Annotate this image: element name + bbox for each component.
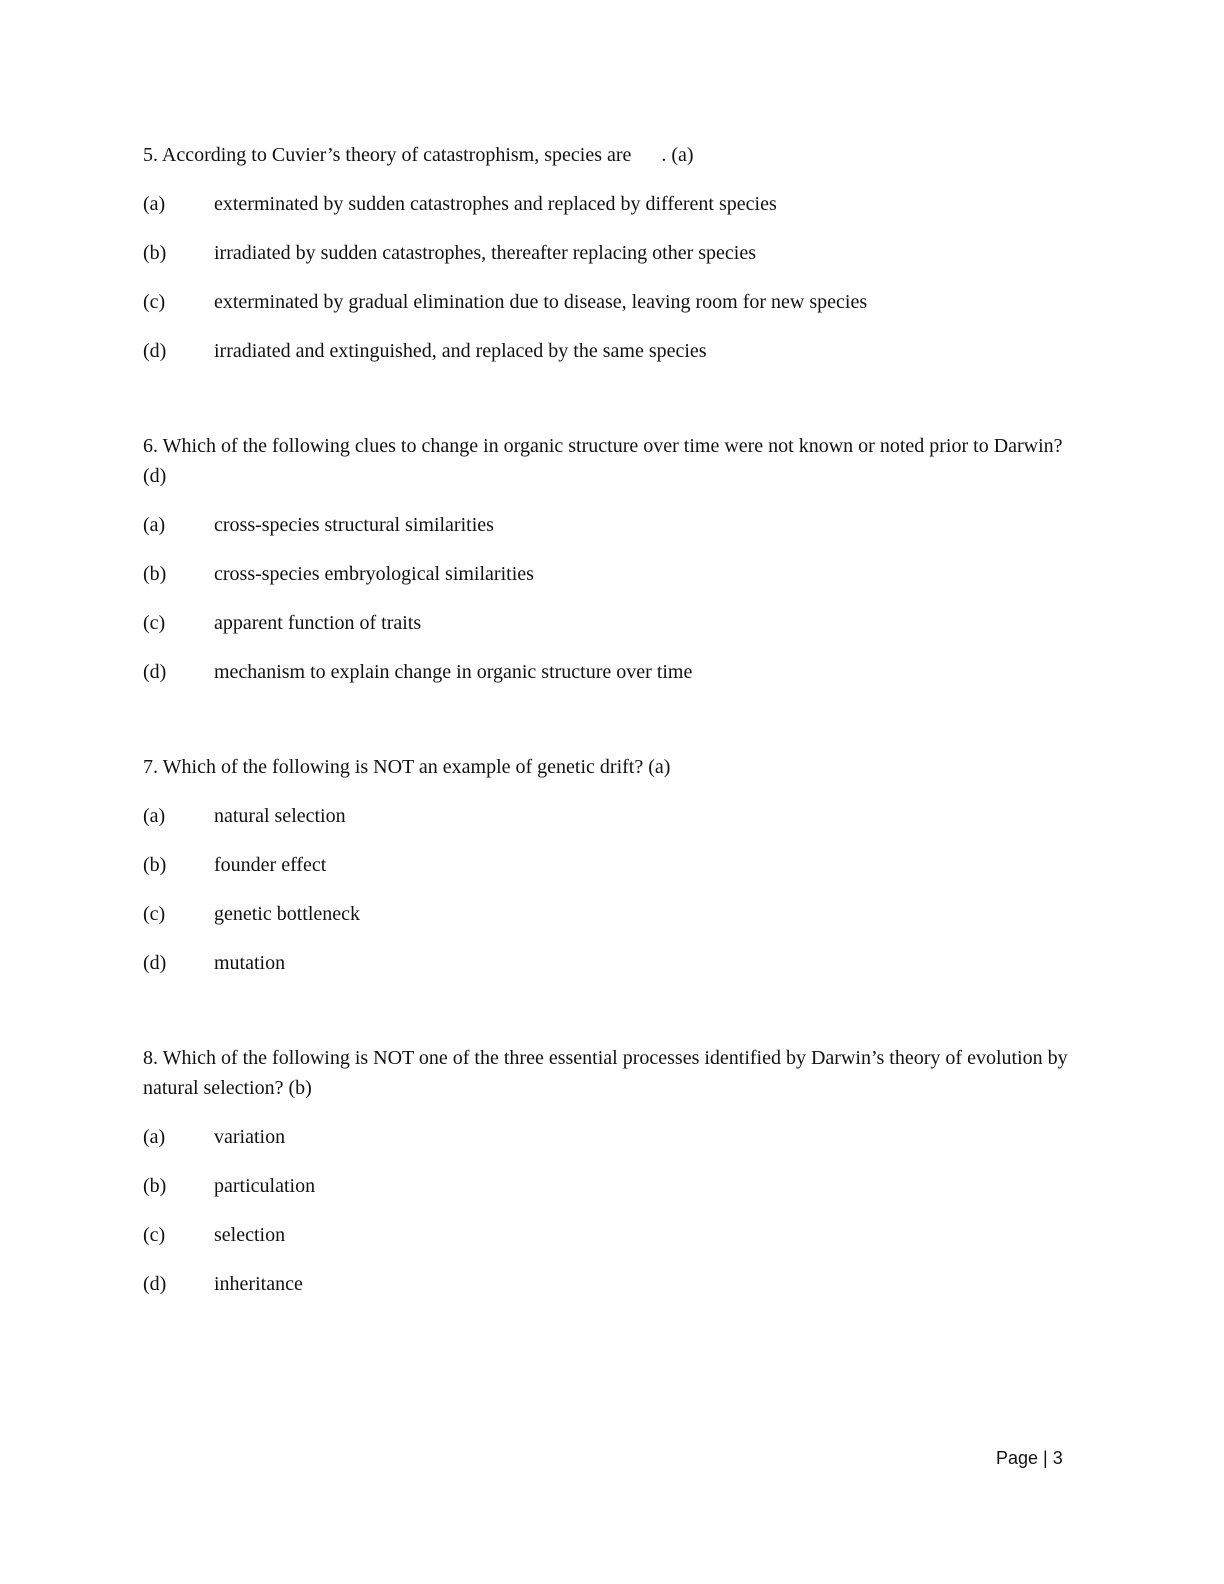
option-text: natural selection: [214, 805, 346, 827]
question-7: [143, 752, 1078, 978]
option-letter: (a): [143, 805, 166, 827]
question-6: [143, 431, 1078, 687]
option-text: variation: [214, 1126, 286, 1148]
question-5: [143, 140, 1078, 366]
answer-option: [143, 1220, 1078, 1250]
option-text: exterminated by gradual elimination due to disease, leaving room for new species: [214, 291, 868, 313]
option-letter: (b): [143, 854, 167, 876]
option-text: irradiated by sudden catastrophes, thereafter replacing other species: [214, 242, 756, 264]
answer-option: [143, 850, 1078, 880]
option-text: particulation: [214, 1175, 316, 1197]
option-text: selection: [214, 1224, 286, 1246]
question-stem: 6. Which of the following clues to change in organic structure over time were not known or noted prior to Darwin? (d): [143, 435, 1063, 487]
answer-option: [143, 1122, 1078, 1152]
answer-option: [143, 287, 1078, 317]
answer-option: [143, 238, 1078, 268]
page-number-footer: Page | 3: [996, 1448, 1063, 1468]
question-8: [143, 1043, 1078, 1299]
answer-option: [143, 510, 1078, 540]
option-text: founder effect: [214, 854, 327, 876]
option-letter: (c): [143, 291, 166, 313]
question-stem-start: 5. According to Cuvier’s theory of catastrophism, species are: [143, 144, 632, 166]
option-text: inheritance: [214, 1273, 303, 1295]
question-stem: 8. Which of the following is NOT one of the three essential processes identified by Darwin’s theory of evolution by natural selection? (b): [143, 1047, 1068, 1099]
option-text: genetic bottleneck: [214, 903, 361, 925]
option-letter: (d): [143, 340, 167, 362]
option-letter: (c): [143, 612, 166, 634]
option-letter: (b): [143, 1175, 167, 1197]
answer-option: [143, 801, 1078, 831]
answer-option: [143, 948, 1078, 978]
option-letter: (b): [143, 563, 167, 585]
answer-option: [143, 1269, 1078, 1299]
option-text: exterminated by sudden catastrophes and replaced by different species: [214, 193, 777, 215]
option-text: apparent function of traits: [214, 612, 422, 634]
answer-option: [143, 608, 1078, 638]
option-letter: (d): [143, 1273, 167, 1295]
option-letter: (d): [143, 661, 167, 683]
question-stem-end: . (a): [661, 144, 694, 166]
answer-option: [143, 189, 1078, 219]
option-text: cross-species embryological similarities: [214, 563, 534, 585]
option-letter: (d): [143, 952, 167, 974]
option-text: cross-species structural similarities: [214, 514, 494, 536]
option-text: irradiated and extinguished, and replaced by the same species: [214, 340, 707, 362]
option-letter: (a): [143, 514, 166, 536]
option-letter: (c): [143, 903, 166, 925]
option-text: mechanism to explain change in organic structure over time: [214, 661, 693, 683]
answer-option: [143, 1171, 1078, 1201]
question-stem: 7. Which of the following is NOT an example of genetic drift? (a): [143, 756, 671, 778]
answer-option: [143, 336, 1078, 366]
question-stem: [143, 140, 1078, 170]
option-text: mutation: [214, 952, 286, 974]
answer-option: [143, 899, 1078, 929]
option-letter: (a): [143, 1126, 166, 1148]
answer-option: [143, 657, 1078, 687]
option-letter: (c): [143, 1224, 166, 1246]
option-letter: (b): [143, 242, 167, 264]
answer-option: [143, 559, 1078, 589]
option-letter: (a): [143, 193, 166, 215]
